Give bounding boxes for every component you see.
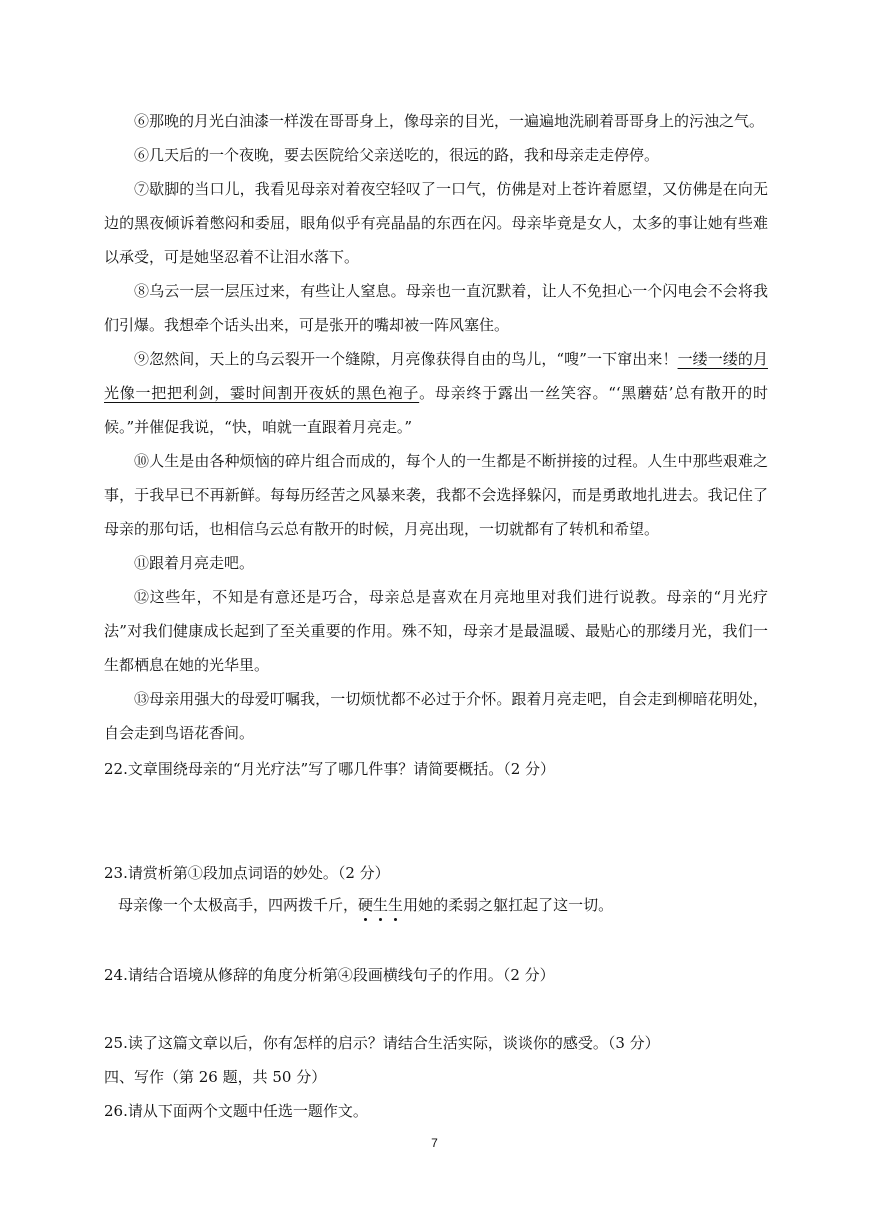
paragraph-7: ⑦歇脚的当口儿，我看见母亲对着夜空轻叹了一口气，仿佛是对上苍许着愿望，又仿佛是在向无边的黑夜倾诉着憋闷和委屈，眼角似乎有亮晶晶的东西在闪。母亲毕竟是女人，太多的事让她有些难以承受，可是她坚忍着不让泪水落下。 (104, 180, 768, 266)
page-number: 7 (431, 1136, 438, 1150)
question-26: 26.请从下面两个文题中任选一题作文。 (104, 1102, 368, 1120)
dotted-char: 硬 (358, 896, 374, 914)
paragraph-8: ⑧乌云一层一层压过来，有些让人窒息。母亲也一直沉默着，让人不免担心一个闪电会不会将我们引爆。我想牵个话头出来，可是张开的嘴却被一阵风塞住。 (104, 282, 768, 334)
paragraph-9-text: ⑨忽然间，天上的乌云裂开一个缝隙，月亮像获得自由的鸟儿，“嗖”一下窜出来！ (134, 350, 678, 368)
question-23: 23.请赏析第①段加点词语的妙处。（2 分） (104, 864, 390, 882)
paragraph-6b: ⑥几天后的一个夜晚，要去医院给父亲送吃的，很远的路，我和母亲走走停停。 (134, 146, 660, 164)
paragraph-11: ⑪跟着月亮走吧。 (134, 554, 255, 572)
paragraph-12: ⑫这些年，不知是有意还是巧合，母亲总是喜欢在月亮地里对我们进行说教。母亲的“月光疗法”对我们健康成长起到了至关重要的作用。殊不知，母亲才是最温暖、最贴心的那缕月光，我们一生都栖息在她的光华里。 (104, 588, 768, 674)
question-23-quote (118, 888, 782, 922)
question-25: 25.读了这篇文章以后，你有怎样的启示？请结合生活实际，谈谈你的感受。（3 分） (104, 1034, 660, 1052)
dotted-char: 生 (373, 896, 389, 914)
paragraph-9 (104, 342, 768, 444)
paragraph-6a: ⑥那晚的月光白油漆一样泼在哥哥身上，像母亲的目光，一遍遍地洗刷着哥哥身上的污浊之气。 (134, 112, 765, 130)
underlined-sentence: 一缕一缕的月光像一把把利剑，霎时间割开夜妖的黑色袍子 (104, 350, 768, 402)
section-writing-heading: 四、写作（第 26 题，共 50 分） (104, 1068, 327, 1086)
paragraph-9-text-end: 。母亲终于露出一丝笑容。“‘黑蘑菇’总有散开的时候。”并催促我说，“快，咱就一直跟着月亮走。” (104, 384, 768, 436)
quote-text: 母亲像一个太极高手，四两拨千斤， (118, 896, 359, 914)
quote-text-end: 用她的柔弱之躯扛起了这一切。 (403, 896, 614, 914)
dotted-char: 生 (388, 896, 404, 914)
paragraph-13: ⑬母亲用强大的母爱叮嘱我，一切烦忧都不必过于介怀。跟着月亮走吧，自会走到柳暗花明处，自会走到鸟语花香间。 (104, 690, 768, 742)
question-24: 24.请结合语境从修辞的角度分析第④段画横线句子的作用。（2 分） (104, 966, 555, 984)
paragraph-10: ⑩人生是由各种烦恼的碎片组合而成的，每个人的一生都是不断拼接的过程。人生中那些艰难之事，于我早已不再新鲜。每每历经苦之风暴来袭，我都不会选择躲闪，而是勇敢地扎进去。我记住了母亲的那句话，也相信乌云总有散开的时候，月亮出现，一切就都有了转机和希望。 (104, 452, 768, 538)
question-22: 22.文章围绕母亲的“月光疗法”写了哪几件事？请简要概括。（2 分） (104, 760, 556, 778)
